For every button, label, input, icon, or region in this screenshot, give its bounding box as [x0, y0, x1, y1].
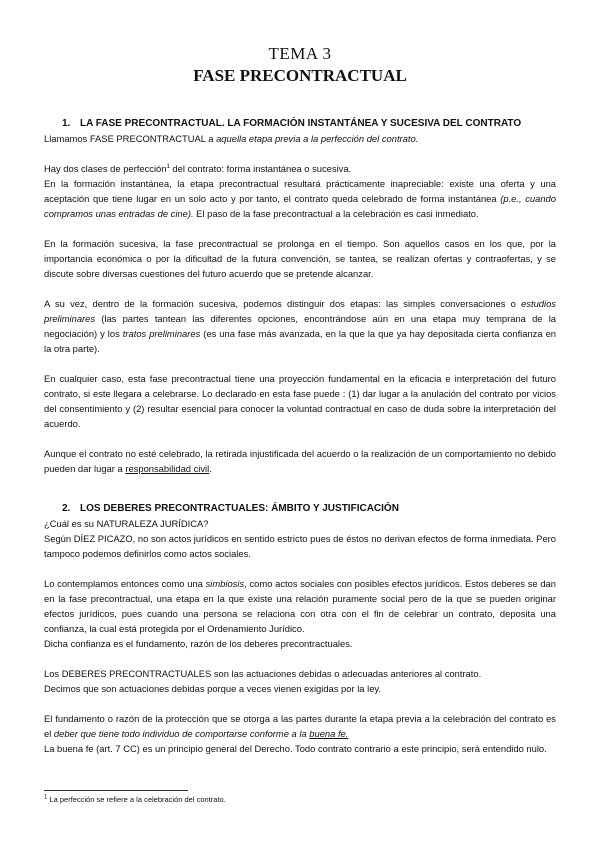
- deberes-paragraph: Los DEBERES PRECONTRACTUALES son las actuaciones debidas o adecuadas anteriores al contrato.: [44, 668, 482, 679]
- section-2-heading: 2. LOS DEBERES PRECONTRACTUALES: ÁMBITO Y JUSTIFICACIÓN: [62, 503, 399, 514]
- sucesiva-paragraph: En la formación sucesiva, la fase precontractual se prolonga en el tiempo. Son aquellos casos en los que, por la importancia económica o por la dificultad de la futura convención, se tantea, se realizan ofertas y contraofertas, y se discute sobre diversas cuestiones del futuro acuerdo que se pretende alcanzar.: [44, 238, 556, 279]
- definition-paragraph: Llamamos FASE PRECONTRACTUAL a aquella etapa previa a la perfección del contrato.: [44, 133, 419, 144]
- diez-picazo-paragraph: Según DÍEZ PICAZO, no son actos jurídicos en sentido estricto pues de éstos no derivan efectos de forma inmediata. Pero tampoco podemos definirlos como actos sociales.: [44, 533, 556, 559]
- buena-fe-paragraph: La buena fe (art. 7 CC) es un principio general del Derecho. Todo contrato contrario a este principio, será entendido nulo.: [44, 743, 547, 754]
- simbiosis-paragraph: Lo contemplamos entonces como una simbiosis, como actos sociales con posibles efectos jurídicos. Estos deberes se dan en la fase precontractual, una etapa en la que existe una relación puramente social pero de la que se pueden originar efectos jurídicos, pues cuando una persona se relaciona con otra con el fin de celebrar un contrato, deposita una confianza, la cual está protegida por el Ordenamiento Jurídico.: [44, 578, 556, 634]
- footnote-mark: 1: [44, 794, 48, 801]
- instantanea-paragraph: En la formación instantánea, la etapa precontractual resultará prácticamente inapreciable: existe una oferta y una aceptación que tiene lugar en un solo acto y por tanto, el contrato queda celebrado de forma instantánea (p.e., cuando compramos unas entradas de cine). El paso de la fase precontractual a la celebración es casi inmediato.: [44, 178, 556, 219]
- aunque-paragraph: Aunque el contrato no esté celebrado, la retirada injustificada del acuerdo o la realización de un comportamiento no debido pueden dar lugar a responsabilidad civil.: [44, 448, 556, 474]
- document-body: [44, 116, 556, 756]
- tema-label: TEMA 3: [268, 44, 332, 63]
- decimos-paragraph: Decimos que son actuaciones debidas porque a veces vienen exigidas por la ley.: [44, 683, 382, 694]
- dicha-confianza-paragraph: Dicha confianza es el fundamento, razón de los deberes precontractuales.: [44, 638, 353, 649]
- footnote-ref: 1: [166, 163, 170, 170]
- page-title: FASE PRECONTRACTUAL: [193, 66, 407, 85]
- footnote-divider: [44, 790, 188, 791]
- section-1-heading: 1. LA FASE PRECONTRACTUAL. LA FORMACIÓN INSTANTÁNEA Y SUCESIVA DEL CONTRATO: [62, 118, 522, 129]
- naturaleza-question: ¿Cuál es su NATURALEZA JURÍDICA?: [44, 518, 209, 529]
- fundamento-paragraph: El fundamento o razón de la protección que se otorga a las partes durante la etapa previa a la celebración del contrato es el deber que tiene todo individuo de comportarse conforme a la buena fe.: [44, 713, 556, 739]
- etapas-paragraph: A su vez, dentro de la formación sucesiva, podemos distinguir dos etapas: las simples conversaciones o estudios preliminares (las partes tantean las diferentes opciones, encontrándose aún en una etapa muy temprana de la negociación) y los tratos preliminares (es una fase más avanzada, en la que la que ya hay depositada cierta confianza en la otra parte).: [44, 298, 556, 354]
- cualquier-caso-paragraph: En cualquier caso, esta fase precontractual tiene una proyección fundamental en la eficacia e interpretación del futuro contrato, si este llegara a celebrarse. Lo declarado en esta fase puede : (1) dar lugar a la anulación del contrato por vicios del consentimiento y (2) resultar esencial para conocer la voluntad contractual en caso de duda sobre la interpretación del acuerdo.: [44, 373, 556, 429]
- clases-paragraph: Hay dos clases de perfección$^1$ del contrato: forma instantánea o sucesiva.: [44, 163, 352, 174]
- footnote: $^1$ La perfección se refiere a la celebración del contrato.: [44, 794, 226, 804]
